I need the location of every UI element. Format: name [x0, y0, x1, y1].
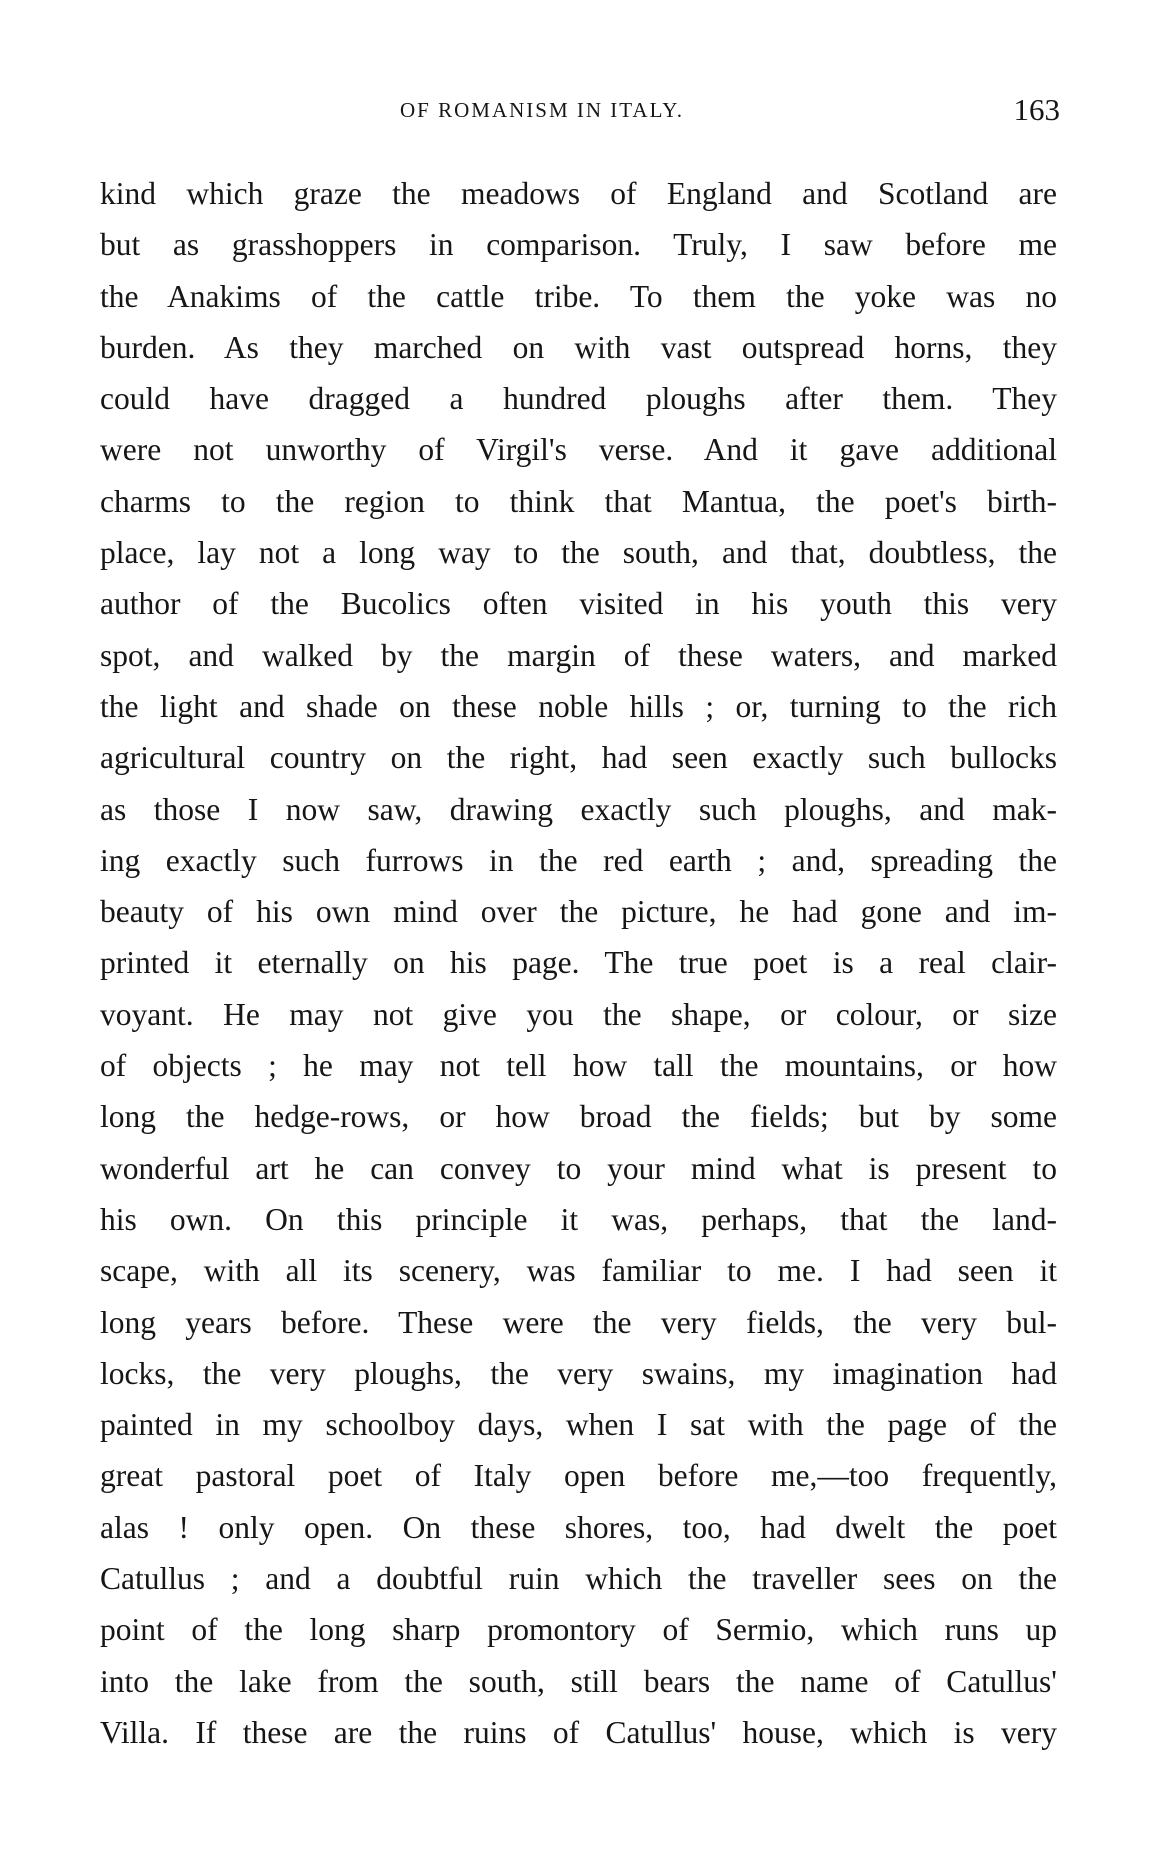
text-line: author of the Bucolics often visited in his youth this very [100, 586, 1057, 622]
text-line: charms to the region to think that Mantua, the poet's birth- [100, 483, 1057, 519]
text-line: his own. On this principle it was, perhaps, that the land- [100, 1201, 1057, 1237]
running-title: OF ROMANISM IN ITALY. [400, 98, 685, 122]
text-line: point of the long sharp promontory of Sermio, which runs up [100, 1612, 1057, 1648]
text-line: of objects ; he may not tell how tall the mountains, or how [100, 1048, 1057, 1084]
text-line: place, lay not a long way to the south, and that, doubtless, the [100, 535, 1057, 571]
text-line: ing exactly such furrows in the red earth ; and, spreading the [100, 842, 1057, 878]
text-line: could have dragged a hundred ploughs after them. They [100, 381, 1057, 417]
text-line: burden. As they marched on with vast outspread horns, they [100, 329, 1057, 365]
text-line: painted in my schoolboy days, when I sat with the page of the [100, 1407, 1057, 1443]
text-line: scape, with all its scenery, was familiar to me. I had seen it [100, 1253, 1057, 1289]
text-line: wonderful art he can convey to your mind what is present to [100, 1150, 1057, 1186]
text-line: beauty of his own mind over the picture, he had gone and im- [100, 894, 1057, 930]
text-line: long the hedge-rows, or how broad the fields; but by some [100, 1099, 1057, 1135]
text-line: locks, the very ploughs, the very swains, my imagination had [100, 1355, 1057, 1391]
text-line: printed it eternally on his page. The true poet is a real clair- [100, 945, 1057, 981]
text-line: agricultural country on the right, had seen exactly such bullocks [100, 740, 1057, 776]
text-line: great pastoral poet of Italy open before me,—too frequently, [100, 1458, 1057, 1494]
text-line: long years before. These were the very fields, the very bul- [100, 1304, 1057, 1340]
page-number: 163 [1013, 92, 1060, 127]
text-line: alas ! only open. On these shores, too, had dwelt the poet [100, 1509, 1057, 1545]
text-line: Catullus ; and a doubtful ruin which the traveller sees on the [100, 1561, 1057, 1597]
running-head [100, 92, 1060, 132]
text-line: kind which graze the meadows of England and Scotland are [100, 176, 1057, 211]
text-line: spot, and walked by the margin of these waters, and marked [100, 637, 1057, 673]
text-line: were not unworthy of Virgil's verse. And it gave additional [100, 432, 1057, 468]
text-line: Villa. If these are the ruins of Catullus' house, which is very [100, 1714, 1057, 1750]
text-line: as those I now saw, drawing exactly such ploughs, and mak- [100, 791, 1057, 827]
body-text [100, 168, 1057, 1758]
text-line: the light and shade on these noble hills ; or, turning to the rich [100, 688, 1057, 724]
text-line: into the lake from the south, still bears the name of Catullus' [100, 1663, 1057, 1699]
text-line: the Anakims of the cattle tribe. To them the yoke was no [100, 278, 1057, 314]
text-line: but as grasshoppers in comparison. Truly, I saw before me [100, 227, 1057, 263]
text-line: voyant. He may not give you the shape, or colour, or size [100, 996, 1057, 1032]
